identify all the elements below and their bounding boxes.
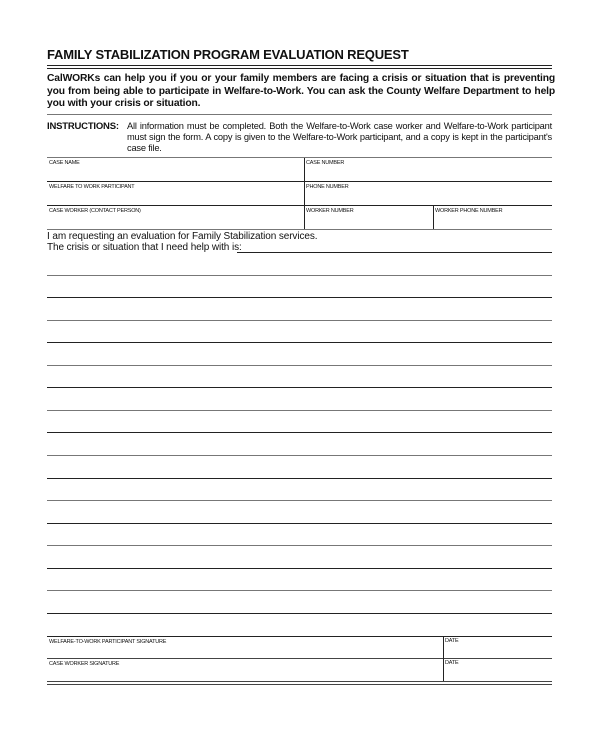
writing-line[interactable]	[47, 613, 552, 614]
crisis-prompt: The crisis or situation that I need help with is:	[47, 242, 242, 253]
writing-line[interactable]	[47, 365, 552, 366]
instructions-heading: INSTRUCTIONS:	[47, 121, 119, 132]
divider	[47, 114, 552, 115]
participant-signature-field[interactable]	[47, 637, 442, 658]
divider	[47, 68, 552, 69]
instructions-text: All information must be completed. Both the Welfare-to-Work case worker and Welfare-to-Work participant must sign the form. A copy is given to the Welfare-to-Work participant, and a copy is kept in the participant's case file.	[127, 121, 552, 153]
divider	[47, 684, 552, 685]
writing-line[interactable]	[47, 545, 552, 546]
case-number-label: CASE NUMBER	[306, 160, 345, 166]
worker-phone-field[interactable]	[434, 206, 552, 229]
case-worker-field[interactable]	[47, 206, 304, 229]
writing-line[interactable]	[47, 275, 552, 276]
worker-phone-label: WORKER PHONE NUMBER	[435, 208, 503, 214]
writing-line[interactable]	[47, 342, 552, 343]
case-worker-label: CASE WORKER (CONTACT PERSON)	[49, 208, 141, 214]
worker-number-field[interactable]	[305, 206, 433, 229]
writing-line[interactable]	[47, 320, 552, 321]
divider	[47, 65, 552, 66]
case-name-field[interactable]	[47, 158, 304, 181]
phone-number-label: PHONE NUMBER	[306, 184, 349, 190]
divider	[47, 681, 552, 682]
participant-field[interactable]	[47, 182, 304, 205]
participant-label: WELFARE TO WORK PARTICIPANT	[49, 184, 135, 190]
request-statement: I am requesting an evaluation for Family Stabilization services.	[47, 231, 318, 242]
divider	[433, 205, 434, 229]
divider	[47, 229, 552, 230]
intro-text: CalWORKs can help you if you or your family members are facing a crisis or situation that is preventing you from being able to participate in Welfare-to-Work. You can ask the County Welfare Department to help you with your crisis or situation.	[47, 73, 555, 109]
writing-line[interactable]	[237, 252, 552, 253]
worker-number-label: WORKER NUMBER	[306, 208, 354, 214]
writing-line[interactable]	[47, 590, 552, 591]
writing-line[interactable]	[47, 455, 552, 456]
date-label: DATE	[445, 638, 459, 644]
case-worker-signature-label: CASE WORKER SIGNATURE	[49, 661, 120, 667]
case-worker-signature-field[interactable]	[47, 659, 442, 680]
divider	[304, 158, 305, 229]
writing-line[interactable]	[47, 387, 552, 388]
phone-number-field[interactable]	[305, 182, 552, 205]
case-name-label: CASE NAME	[49, 160, 80, 166]
participant-date-field[interactable]	[444, 637, 552, 658]
participant-signature-label: WELFARE-TO-WORK PARTICIPANT SIGNATURE	[49, 639, 167, 645]
form-title: FAMILY STABILIZATION PROGRAM EVALUATION REQUEST	[47, 47, 409, 62]
writing-line[interactable]	[47, 432, 552, 433]
writing-line[interactable]	[47, 410, 552, 411]
divider	[443, 636, 444, 682]
writing-line[interactable]	[47, 568, 552, 569]
writing-line[interactable]	[47, 297, 552, 298]
writing-line[interactable]	[47, 478, 552, 479]
case-worker-date-field[interactable]	[444, 659, 552, 680]
date-label: DATE	[445, 660, 459, 666]
writing-line[interactable]	[47, 500, 552, 501]
case-number-field[interactable]	[305, 158, 552, 181]
writing-line[interactable]	[47, 523, 552, 524]
